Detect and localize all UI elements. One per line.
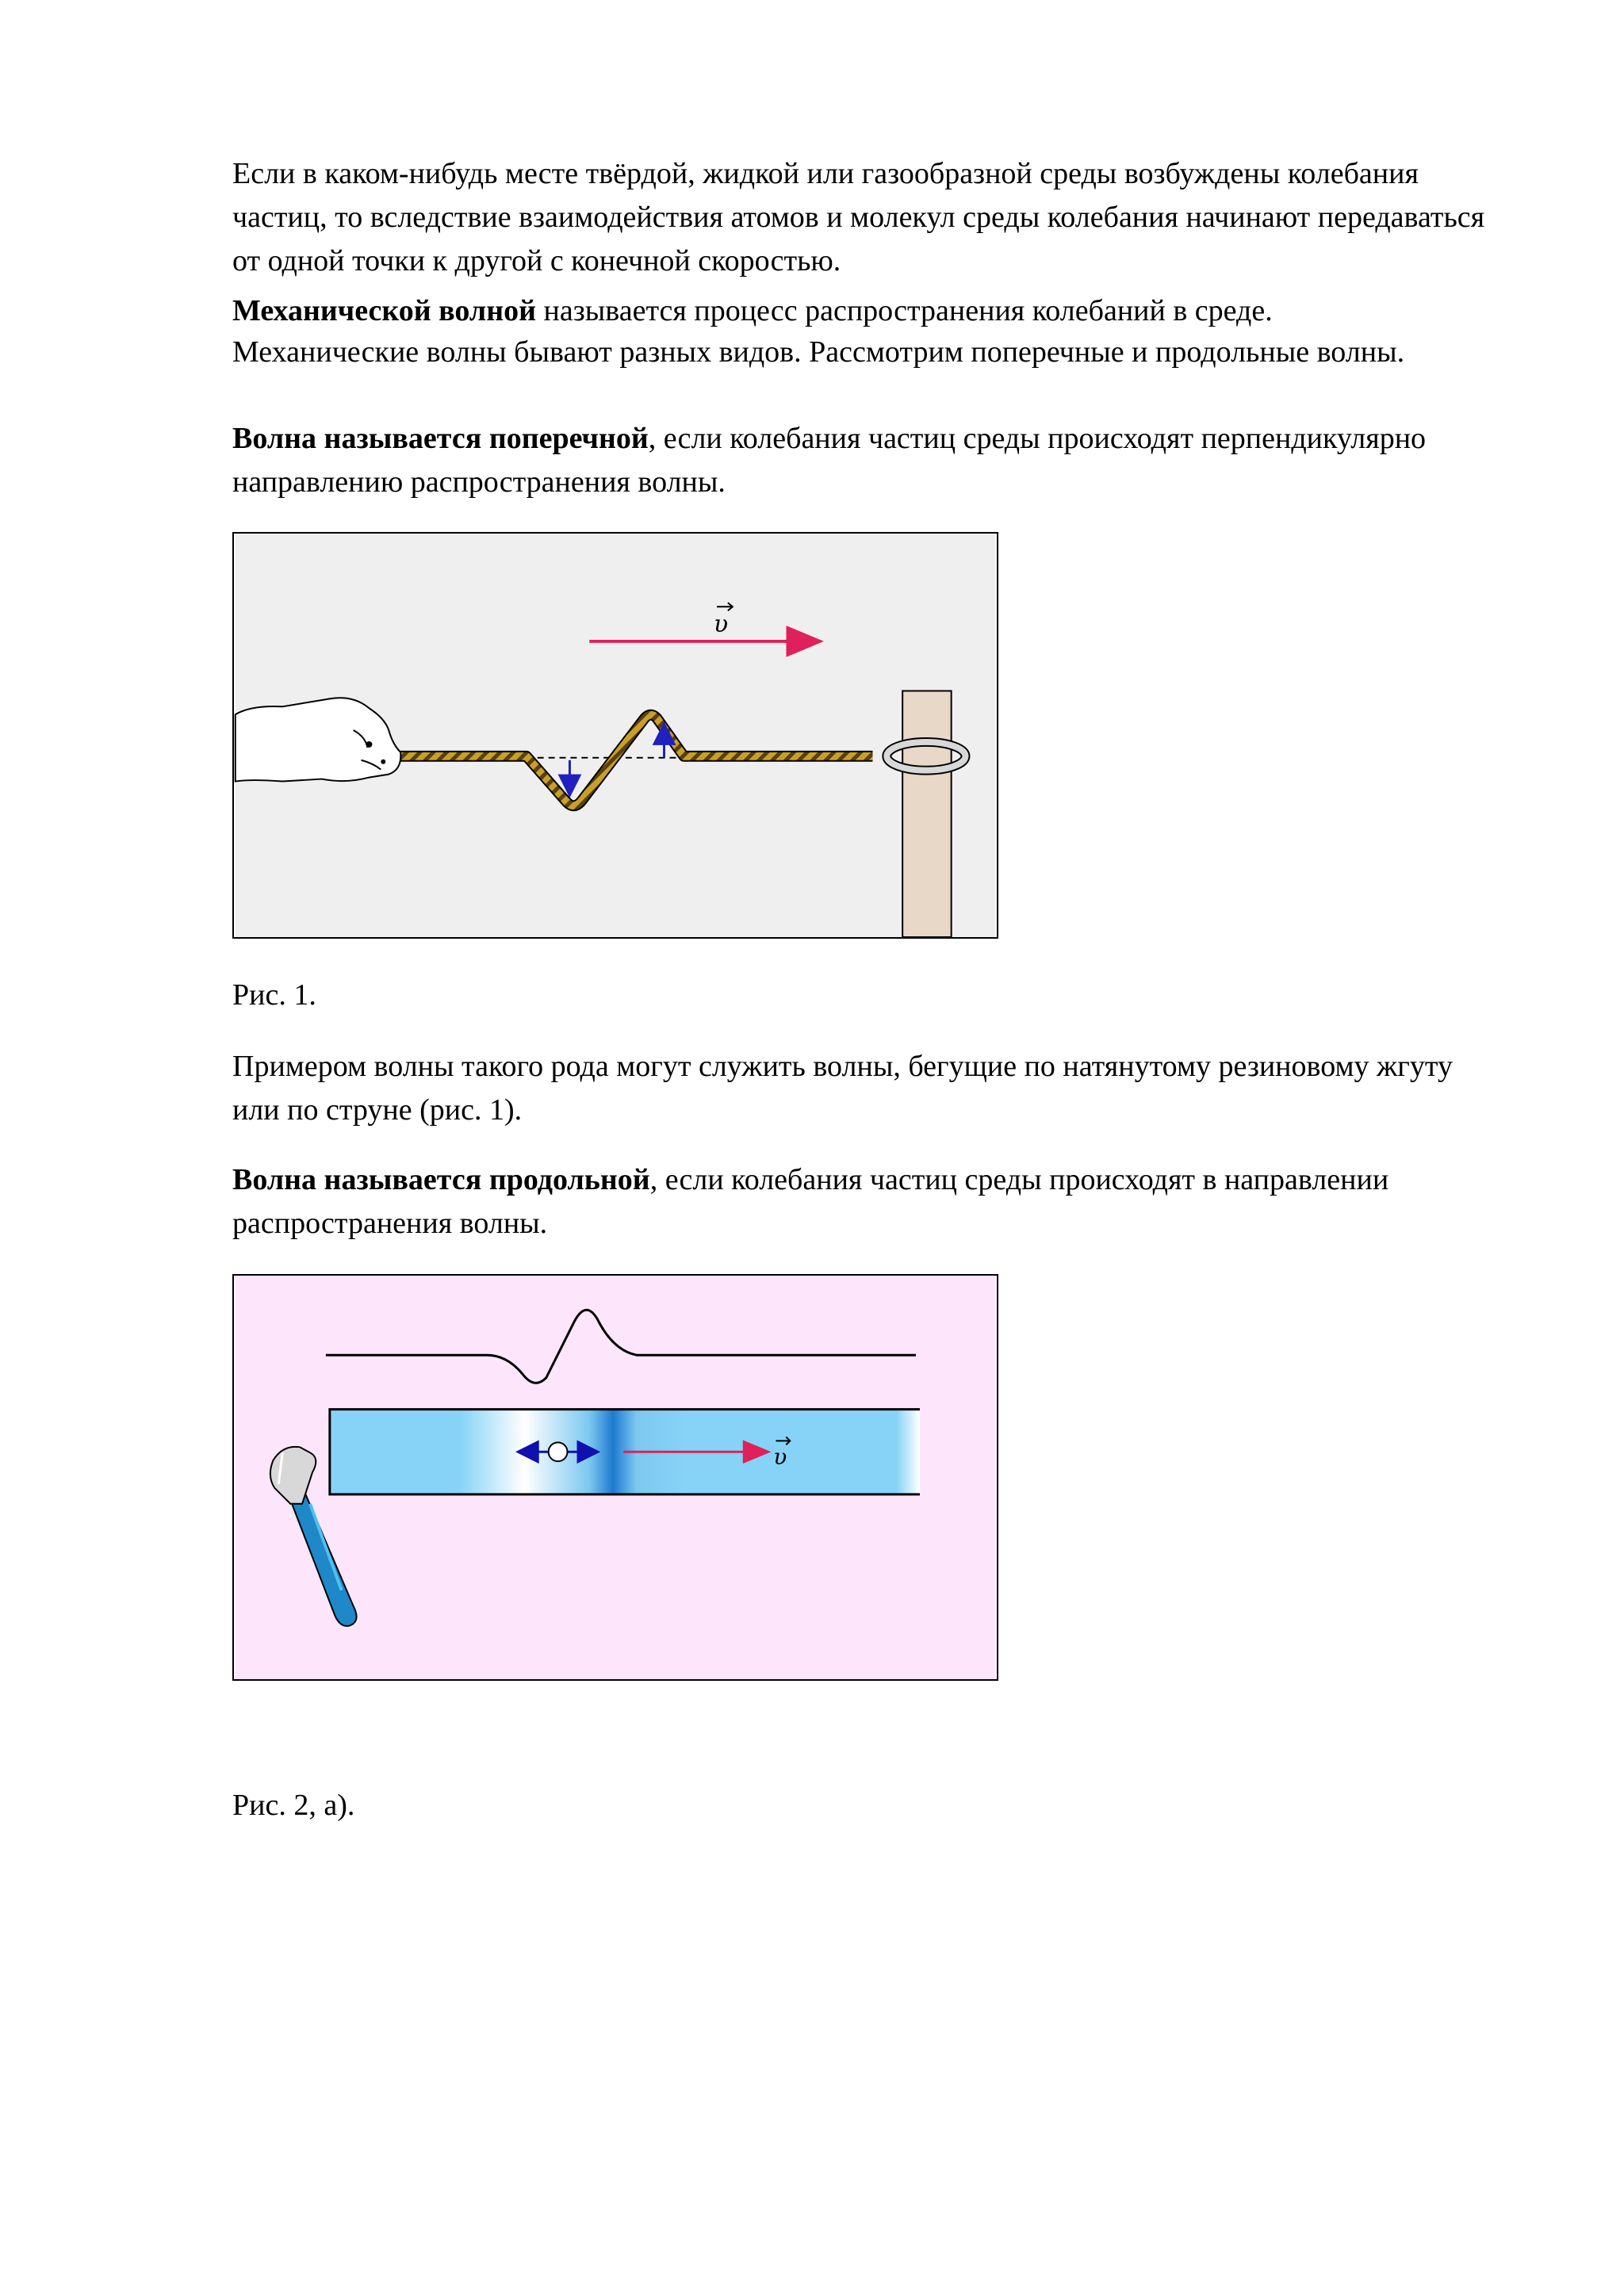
paragraph-longitudinal-wave-text: , если колебания частиц среды происходят в направлении распространения волны. [232, 1163, 1389, 1240]
paragraph-transverse-wave-text: , если колебания частиц среды происходят перпендикулярно направлению распространения волны. [232, 422, 1427, 499]
paragraph-intro [232, 152, 1501, 283]
figure-transverse-wave-drawing [234, 534, 997, 937]
figure-1-caption: Рис. 1. [232, 978, 316, 1012]
paragraph-example-text: Примером волны такого рода могут служить волны, бегущие по натянутому резиновому жгуту или по струне (рис. 1). [232, 1050, 1453, 1127]
paragraph-mechanical-wave-types: Механические волны бывают разных видов. Рассмотрим поперечные и продольные волны. [232, 335, 1405, 369]
figure-longitudinal-wave-drawing [234, 1276, 997, 1679]
figure-2-caption: Рис. 2, а). [232, 1789, 355, 1822]
paragraph-transverse-wave [232, 417, 1501, 504]
post-icon [902, 691, 952, 937]
term-mechanical-wave: Механической волной [232, 294, 537, 327]
velocity-label: υ [714, 610, 729, 639]
paragraph-longitudinal-wave [232, 1158, 1501, 1246]
paragraph-mechanical-wave [232, 290, 1501, 373]
paragraph-intro-text: Если в каком-нибудь месте твёрдой, жидкой или газообразной среды возбуждены колебания частиц, то вследствие взаимодействия атомов и молекул среды колебания начинают передаваться от одной точки к другой с конечной скоростью. [232, 157, 1485, 277]
figure-transverse-wave [232, 532, 998, 939]
paragraph-mechanical-wave-line1: называется процесс распространения колебаний в среде. [536, 294, 1273, 327]
term-transverse-wave: Волна называется поперечной [232, 422, 649, 455]
particle [549, 1442, 568, 1461]
paragraph-example [232, 1045, 1501, 1132]
term-longitudinal-wave: Волна называется продольной [232, 1163, 650, 1196]
figure-longitudinal-wave [232, 1274, 998, 1681]
velocity-label: υ [773, 1444, 787, 1471]
